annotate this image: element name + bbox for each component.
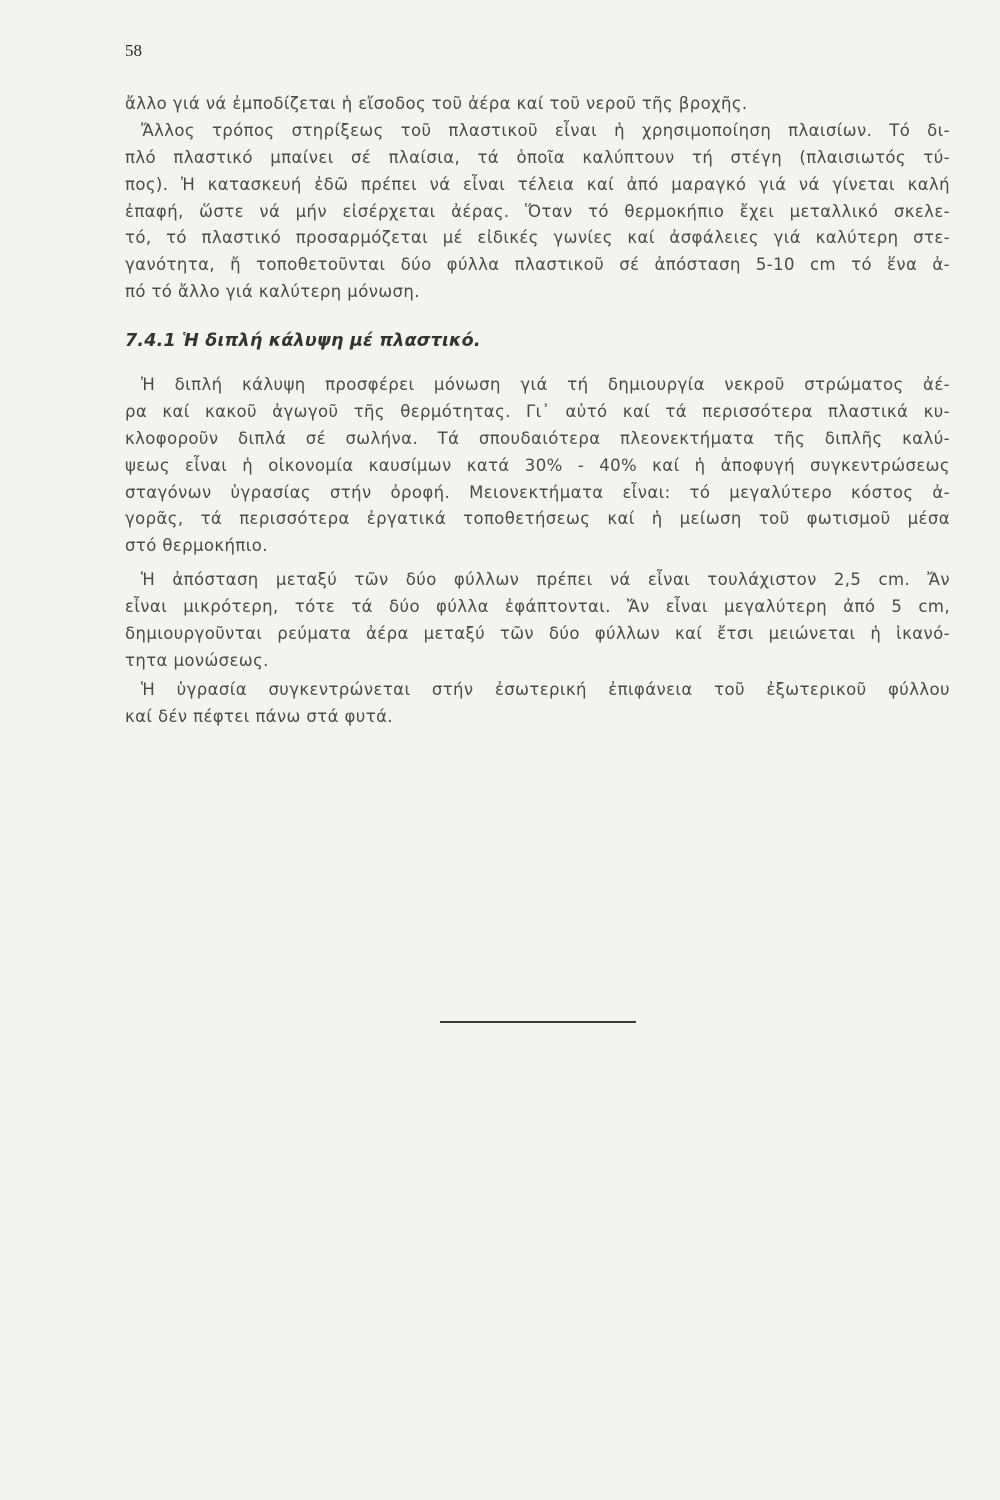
text-line: τητα μονώσεως.	[125, 650, 269, 670]
text-line: γανότητα, ἤ τοποθετοῦνται δύο φύλλα πλαστικοῦ σέ ἀπόσταση 5-10 cm τό ἕνα ἀ-	[125, 255, 950, 275]
text-line: Ἡ ὑγρασία συγκεντρώνεται στήν ἐσωτερική ἐπιφάνεια τοῦ ἐξωτερικοῦ φύλλου	[141, 680, 950, 699]
paragraph-humidity	[125, 677, 950, 731]
text-line: σταγόνων ὑγρασίας στήν ὀροφή. Μειονεκτήματα εἶναι: τό μεγαλύτερο κόστος ἀ-	[125, 482, 950, 502]
text-line: τό, τό πλαστικό προσαρμόζεται μέ εἰδικές γωνίες καί ἀσφάλειες γιά καλύτερη στε-	[125, 228, 950, 248]
paragraph-double-cover	[125, 372, 950, 560]
text-line: ἄλλο γιά νά ἐμποδίζεται ἡ εἴσοδος τοῦ ἀέρα καί τοῦ νεροῦ τῆς βροχῆς.	[125, 94, 748, 113]
section-heading: 7.4.1 Ἡ διπλή κάλυψη μέ πλαστικό.	[125, 331, 481, 351]
text-line: πό τό ἄλλο γιά καλύτερη μόνωση.	[125, 282, 420, 302]
text-line: πλό πλαστικό μπαίνει σέ πλαίσια, τά ὁποῖα καλύπτουν τή στέγη (πλαισιωτός τύ-	[125, 147, 950, 167]
text-line: ψεως εἶναι ἡ οἰκονομία καυσίμων κατά 30% - 40% καί ἡ ἀποφυγή συγκεντρώσεως	[125, 455, 950, 475]
text-line: Ἡ ἀπόσταση μεταξύ τῶν δύο φύλλων πρέπει νά εἶναι τουλάχιστον 2,5 cm. Ἄν	[141, 570, 950, 589]
text-line: γορᾶς, τά περισσότερα ἐργατικά τοποθετήσεως καί ἡ μείωση τοῦ φωτισμοῦ μέσα	[125, 509, 950, 529]
text-line: Ἄλλος τρόπος στηρίξεως τοῦ πλαστικοῦ εἶναι ἡ χρησιμοποίηση πλαισίων. Τό δι-	[141, 120, 950, 140]
text-line: εἶναι μικρότερη, τότε τά δύο φύλλα ἐφάπτονται. Ἄν εἶναι μεγαλύτερη ἀπό 5 cm,	[125, 596, 950, 616]
text-line: δημιουργοῦνται ρεύματα ἀέρα μεταξύ τῶν δύο φύλλων καί ἔτσι μειώνεται ἡ ἱκανό-	[125, 623, 950, 643]
text-line: Ἡ διπλή κάλυψη προσφέρει μόνωση γιά τή δημιουργία νεκροῦ στρώματος ἀέ-	[141, 375, 950, 394]
text-line: ἐπαφή, ὥστε νά μήν εἰσέρχεται ἀέρας. Ὅταν τό θερμοκήπιο ἔχει μεταλλικό σκελε-	[125, 201, 950, 221]
text-line: πος). Ἡ κατασκευή ἐδῶ πρέπει νά εἶναι τέλεια καί ἀπό μαραγκό γιά νά γίνεται καλή	[125, 174, 950, 194]
page-number: 58	[125, 41, 142, 60]
text-line: ρα καί κακοῦ ἀγωγοῦ τῆς θερμότητας. Γι᾽ αὐτό καί τά περισσότερα πλαστικά κυ-	[125, 401, 950, 421]
paragraph-sheet-distance	[125, 567, 950, 675]
end-rule-divider	[440, 1021, 636, 1023]
text-line: στό θερμοκήπιο.	[125, 536, 268, 556]
text-line: κλοφοροῦν διπλά σέ σωλήνα. Τά σπουδαιότερα πλεονεκτήματα τῆς διπλῆς καλύ-	[125, 428, 950, 448]
paragraph-support-methods	[125, 91, 950, 306]
text-line: καί δέν πέφτει πάνω στά φυτά.	[125, 706, 394, 726]
